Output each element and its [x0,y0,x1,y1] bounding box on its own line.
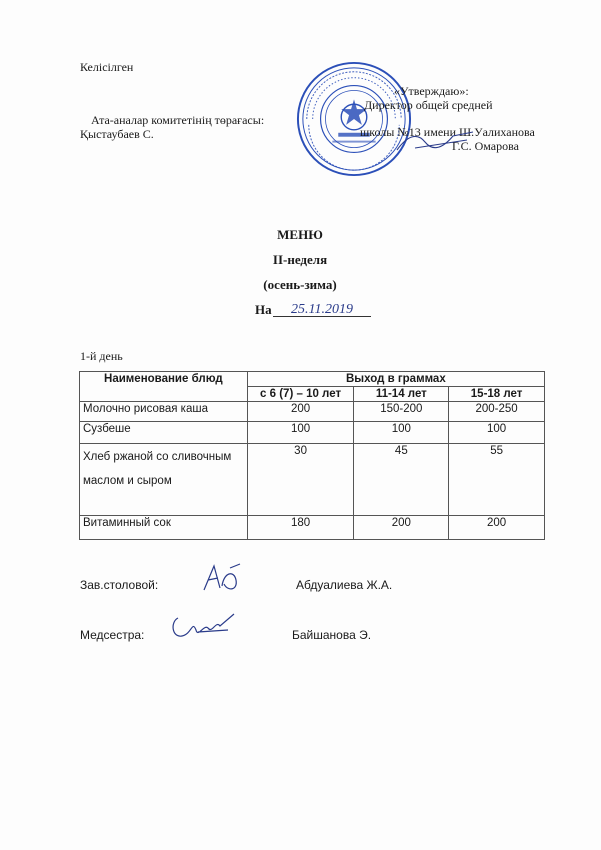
dish-name: Сузбеше [80,422,248,444]
director-title: Директор общей средней [364,98,493,112]
age-group-header: 11-14 лет [354,387,449,402]
nurse-label: Медсестра: [80,628,145,642]
table-row [80,422,545,444]
age-group-header: с 6 (7) – 10 лет [247,387,354,402]
parents-committee-name: Қыстаубаев С. [80,127,154,141]
age-group-header: 15-18 лет [449,387,545,402]
date-prefix: На [255,302,272,317]
nurse-signature [168,610,238,646]
portion-value: 55 [449,444,545,516]
dish-name: Хлеб ржаной со сливочным маслом и сыром [80,444,248,516]
date-field [273,300,371,317]
agreed-label: Келісілген [80,60,134,74]
director-name: Г.С. Омарова [452,139,519,153]
table-row [80,402,545,422]
menu-table [79,371,545,540]
day-label: 1-й день [80,349,123,363]
portion-value: 200-250 [449,402,545,422]
menu-title: МЕНЮ [277,227,323,242]
portion-value: 180 [247,516,354,540]
portion-value: 100 [449,422,545,444]
school-seal-stamp [295,60,413,178]
school-name: школы №13 имени Ш.Уалиханова [360,125,535,139]
approve-label: «Утверждаю»: [394,84,469,98]
season-label: (осень-зима) [263,277,337,292]
date-value: 25.11.2019 [291,302,353,317]
col-dish-name-header: Наименование блюд [80,372,248,402]
portion-value: 200 [449,516,545,540]
canteen-head-signature [200,560,245,596]
col-output-header: Выход в граммах [247,372,544,387]
portion-value: 150-200 [354,402,449,422]
portion-value: 45 [354,444,449,516]
nurse-name: Байшанова Э. [292,628,372,642]
portion-value: 200 [247,402,354,422]
table-header-row [80,372,545,387]
parents-committee-title: Ата-аналар комитетінің төрағасы: [91,113,265,127]
canteen-head-label: Зав.столовой: [80,578,159,592]
portion-value: 100 [247,422,354,444]
table-row [80,516,545,540]
portion-value: 30 [247,444,354,516]
dish-name: Молочно рисовая каша [80,402,248,422]
table-row [80,444,545,516]
canteen-head-name: Абдуалиева Ж.А. [296,578,393,592]
portion-value: 100 [354,422,449,444]
week-label: II-неделя [272,252,328,267]
portion-value: 200 [354,516,449,540]
dish-name: Витаминный сок [80,516,248,540]
director-signature [395,128,475,156]
